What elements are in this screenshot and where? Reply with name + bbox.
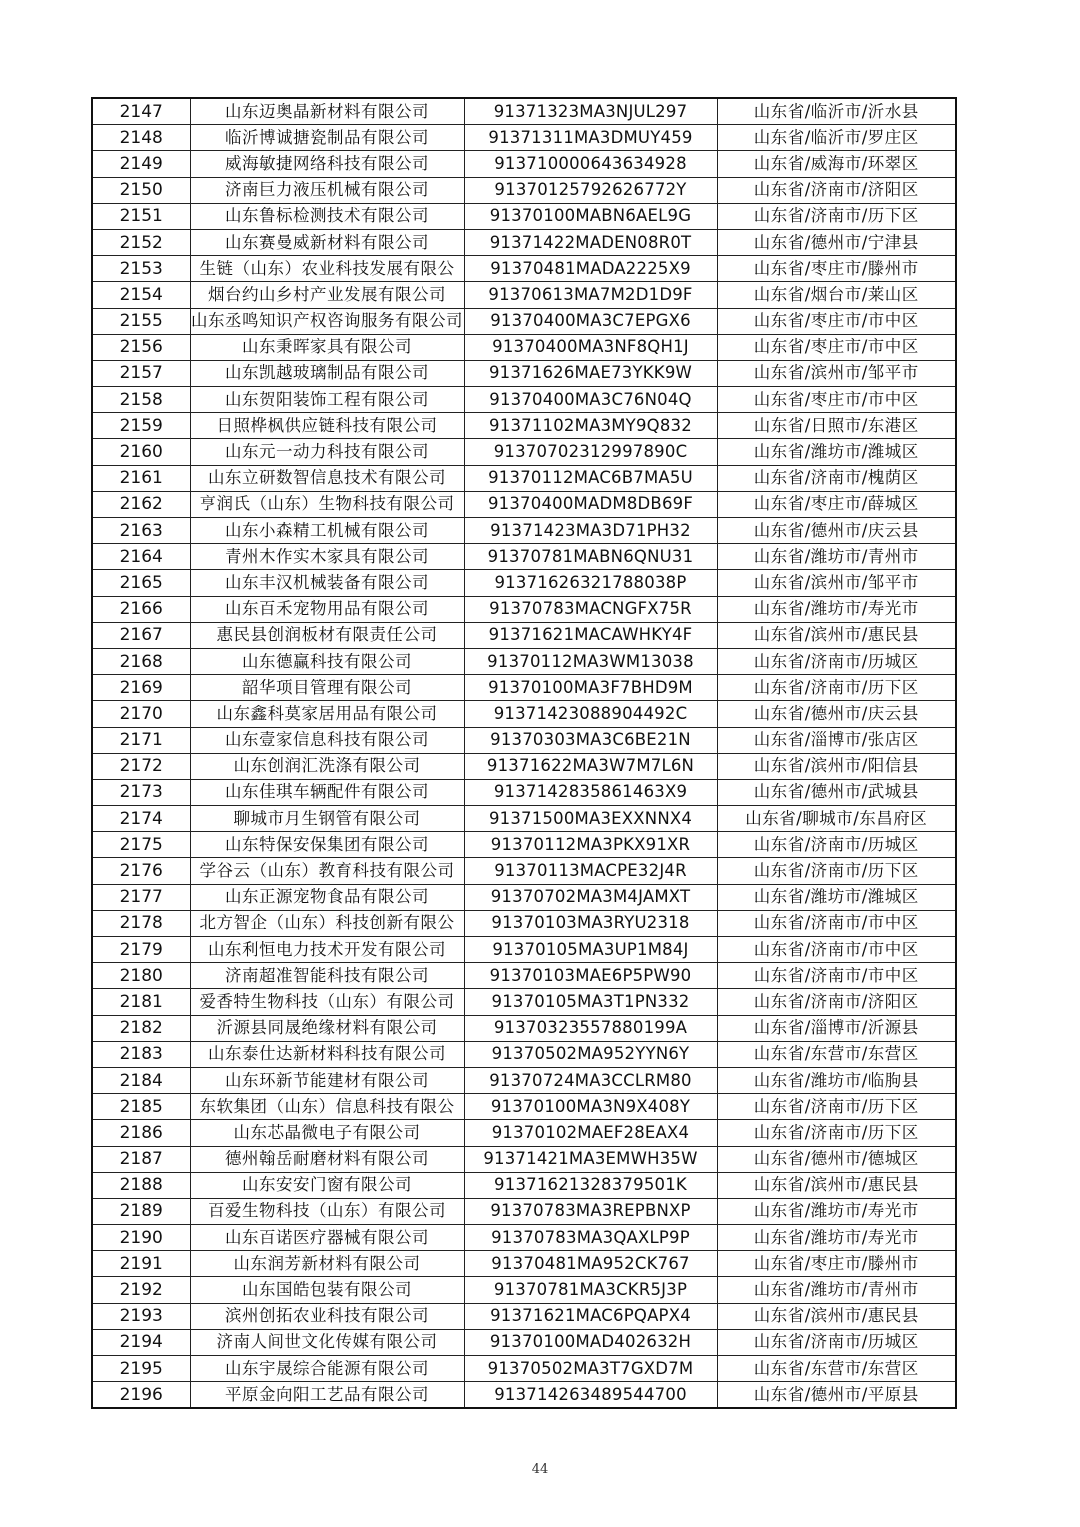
row-number-cell: 2156	[92, 334, 190, 360]
row-number-cell: 2155	[92, 308, 190, 334]
region-cell: 山东省/潍坊市/寿光市	[717, 596, 956, 622]
row-number-cell: 2153	[92, 256, 190, 282]
table-row	[92, 544, 956, 570]
table-row	[92, 1041, 956, 1067]
region-cell: 山东省/潍坊市/寿光市	[717, 1198, 956, 1224]
region-cell: 山东省/济南市/市中区	[717, 937, 956, 963]
credit-code-cell: 91370481MADA2225X9	[464, 256, 717, 282]
credit-code-cell: 91370783MA3QAXLP9P	[464, 1225, 717, 1251]
credit-code-cell: 91370400MA3NF8QH1J	[464, 334, 717, 360]
region-cell: 山东省/潍坊市/寿光市	[717, 1225, 956, 1251]
company-name-cell: 山东德赢科技有限公司	[190, 648, 464, 674]
company-name-cell: 山东正源宠物食品有限公司	[190, 884, 464, 910]
company-name-cell: 山东赛曼威新材料有限公司	[190, 229, 464, 255]
row-number-cell: 2160	[92, 439, 190, 465]
table-row	[92, 1198, 956, 1224]
table-row	[92, 701, 956, 727]
company-name-cell: 日照桦枫供应链科技有限公司	[190, 413, 464, 439]
table-row	[92, 1277, 956, 1303]
page-number: 44	[531, 1462, 549, 1477]
region-cell: 山东省/德州市/宁津县	[717, 229, 956, 255]
region-cell: 山东省/淄博市/张店区	[717, 727, 956, 753]
credit-code-cell: 91371311MA3DMUY459	[464, 125, 717, 151]
table-row	[92, 387, 956, 413]
credit-code-cell: 91370102MAEF28EAX4	[464, 1120, 717, 1146]
company-name-cell: 爱香特生物科技（山东）有限公司	[190, 989, 464, 1015]
region-cell: 山东省/滨州市/惠民县	[717, 1303, 956, 1329]
credit-code-cell: 91370400MA3C7EPGX6	[464, 308, 717, 334]
region-cell: 山东省/济南市/槐荫区	[717, 465, 956, 491]
region-cell: 山东省/德州市/平原县	[717, 1382, 956, 1409]
row-number-cell: 2149	[92, 151, 190, 177]
region-cell: 山东省/烟台市/莱山区	[717, 282, 956, 308]
table-row	[92, 884, 956, 910]
credit-code-cell: 91370323557880199A	[464, 1015, 717, 1041]
row-number-cell: 2187	[92, 1146, 190, 1172]
credit-code-cell: 91370105MA3UP1M84J	[464, 937, 717, 963]
company-name-cell: 山东凯越玻璃制品有限公司	[190, 360, 464, 386]
credit-code-cell: 91371621328379501K	[464, 1172, 717, 1198]
company-name-cell: 济南巨力液压机械有限公司	[190, 177, 464, 203]
table-row	[92, 256, 956, 282]
credit-code-cell: 91371626MAE73YKK9W	[464, 360, 717, 386]
row-number-cell: 2195	[92, 1356, 190, 1382]
region-cell: 山东省/东营市/东营区	[717, 1356, 956, 1382]
row-number-cell: 2177	[92, 884, 190, 910]
credit-code-cell: 91370724MA3CCLRM80	[464, 1067, 717, 1093]
credit-code-cell: 9137142835861463X9	[464, 779, 717, 805]
company-name-cell: 威海敏捷网络科技有限公司	[190, 151, 464, 177]
table-row	[92, 229, 956, 255]
company-name-cell: 山东丞鸣知识产权咨询服务有限公司	[190, 308, 464, 334]
region-cell: 山东省/济南市/市中区	[717, 910, 956, 936]
company-name-cell: 滨州创拓农业科技有限公司	[190, 1303, 464, 1329]
region-cell: 山东省/潍坊市/潍城区	[717, 439, 956, 465]
table-row	[92, 413, 956, 439]
credit-code-cell: 91370481MA952CK767	[464, 1251, 717, 1277]
table-row	[92, 963, 956, 989]
region-cell: 山东省/枣庄市/薛城区	[717, 491, 956, 517]
credit-code-cell: 91371423088904492C	[464, 701, 717, 727]
table-row	[92, 910, 956, 936]
company-name-cell: 百爱生物科技（山东）有限公司	[190, 1198, 464, 1224]
company-name-cell: 聊城市月生钢管有限公司	[190, 806, 464, 832]
region-cell: 山东省/济南市/历下区	[717, 1120, 956, 1146]
credit-code-cell: 91370112MAC6B7MA5U	[464, 465, 717, 491]
credit-code-cell: 91370100MA3F7BHD9M	[464, 675, 717, 701]
company-name-cell: 临沂博诚搪瓷制品有限公司	[190, 125, 464, 151]
region-cell: 山东省/临沂市/罗庄区	[717, 125, 956, 151]
row-number-cell: 2173	[92, 779, 190, 805]
region-cell: 山东省/济南市/历下区	[717, 858, 956, 884]
row-number-cell: 2180	[92, 963, 190, 989]
company-name-cell: 山东迈奥晶新材料有限公司	[190, 98, 464, 125]
row-number-cell: 2167	[92, 622, 190, 648]
region-cell: 山东省/济南市/历下区	[717, 1094, 956, 1120]
table-row	[92, 858, 956, 884]
credit-code-cell: 91370103MAE6P5PW90	[464, 963, 717, 989]
company-name-cell: 惠民县创润板材有限责任公司	[190, 622, 464, 648]
region-cell: 山东省/潍坊市/潍城区	[717, 884, 956, 910]
region-cell: 山东省/滨州市/阳信县	[717, 753, 956, 779]
company-name-cell: 亨润氏（山东）生物科技有限公司	[190, 491, 464, 517]
region-cell: 山东省/潍坊市/青州市	[717, 544, 956, 570]
region-cell: 山东省/聊城市/东昌府区	[717, 806, 956, 832]
company-name-cell: 山东百诺医疗器械有限公司	[190, 1225, 464, 1251]
company-name-cell: 山东国皓包装有限公司	[190, 1277, 464, 1303]
row-number-cell: 2193	[92, 1303, 190, 1329]
company-name-cell: 生链（山东）农业科技发展有限公	[190, 256, 464, 282]
table-row	[92, 1329, 956, 1355]
row-number-cell: 2178	[92, 910, 190, 936]
row-number-cell: 2157	[92, 360, 190, 386]
table-row	[92, 1251, 956, 1277]
credit-code-cell: 91370502MA3T7GXD7M	[464, 1356, 717, 1382]
row-number-cell: 2169	[92, 675, 190, 701]
row-number-cell: 2171	[92, 727, 190, 753]
credit-code-cell: 91370100MAD402632H	[464, 1329, 717, 1355]
credit-code-cell: 91371500MA3EXXNNX4	[464, 806, 717, 832]
table-row	[92, 203, 956, 229]
region-cell: 山东省/东营市/东营区	[717, 1041, 956, 1067]
row-number-cell: 2161	[92, 465, 190, 491]
table-row	[92, 596, 956, 622]
table-row	[92, 308, 956, 334]
credit-code-cell: 91370100MA3N9X408Y	[464, 1094, 717, 1120]
credit-code-cell: 913714263489544700	[464, 1382, 717, 1409]
region-cell: 山东省/枣庄市/滕州市	[717, 256, 956, 282]
table-row	[92, 1303, 956, 1329]
credit-code-cell: 91370781MABN6QNU31	[464, 544, 717, 570]
table-row	[92, 806, 956, 832]
row-number-cell: 2174	[92, 806, 190, 832]
table-row	[92, 360, 956, 386]
region-cell: 山东省/济南市/济阳区	[717, 989, 956, 1015]
table-row	[92, 1172, 956, 1198]
company-name-cell: 山东鲁标检测技术有限公司	[190, 203, 464, 229]
company-name-cell: 北方智企（山东）科技创新有限公	[190, 910, 464, 936]
table-row	[92, 1146, 956, 1172]
row-number-cell: 2150	[92, 177, 190, 203]
row-number-cell: 2172	[92, 753, 190, 779]
company-name-cell: 山东宇晟综合能源有限公司	[190, 1356, 464, 1382]
row-number-cell: 2165	[92, 570, 190, 596]
row-number-cell: 2190	[92, 1225, 190, 1251]
credit-code-cell: 91370613MA7M2D1D9F	[464, 282, 717, 308]
company-name-cell: 烟台约山乡村产业发展有限公司	[190, 282, 464, 308]
credit-code-cell: 91370113MACPE32J4R	[464, 858, 717, 884]
row-number-cell: 2194	[92, 1329, 190, 1355]
row-number-cell: 2162	[92, 491, 190, 517]
table-row	[92, 334, 956, 360]
table-row	[92, 989, 956, 1015]
table-row	[92, 753, 956, 779]
company-name-cell: 山东环新节能建材有限公司	[190, 1067, 464, 1093]
region-cell: 山东省/临沂市/沂水县	[717, 98, 956, 125]
company-name-cell: 山东壹家信息科技有限公司	[190, 727, 464, 753]
credit-code-cell: 91370112MA3PKX91XR	[464, 832, 717, 858]
credit-code-cell: 91371422MADEN08R0T	[464, 229, 717, 255]
region-cell: 山东省/威海市/环翠区	[717, 151, 956, 177]
region-cell: 山东省/济南市/历下区	[717, 203, 956, 229]
row-number-cell: 2182	[92, 1015, 190, 1041]
row-number-cell: 2181	[92, 989, 190, 1015]
company-name-cell: 学谷云（山东）教育科技有限公司	[190, 858, 464, 884]
table-row	[92, 570, 956, 596]
row-number-cell: 2191	[92, 1251, 190, 1277]
credit-code-cell: 91370100MABN6AEL9G	[464, 203, 717, 229]
row-number-cell: 2188	[92, 1172, 190, 1198]
credit-code-cell: 91371102MA3MY9Q832	[464, 413, 717, 439]
credit-code-cell: 91370303MA3C6BE21N	[464, 727, 717, 753]
company-name-cell: 山东特保安保集团有限公司	[190, 832, 464, 858]
region-cell: 山东省/德州市/德城区	[717, 1146, 956, 1172]
table-row	[92, 491, 956, 517]
region-cell: 山东省/潍坊市/青州市	[717, 1277, 956, 1303]
region-cell: 山东省/济南市/历下区	[717, 675, 956, 701]
row-number-cell: 2166	[92, 596, 190, 622]
region-cell: 山东省/日照市/东港区	[717, 413, 956, 439]
credit-code-cell: 91371621MACAWHKY4F	[464, 622, 717, 648]
row-number-cell: 2196	[92, 1382, 190, 1409]
row-number-cell: 2154	[92, 282, 190, 308]
table-row	[92, 98, 956, 125]
company-name-cell: 山东小森精工机械有限公司	[190, 518, 464, 544]
region-cell: 山东省/枣庄市/滕州市	[717, 1251, 956, 1277]
region-cell: 山东省/济南市/历城区	[717, 832, 956, 858]
company-list-body	[92, 98, 956, 1408]
credit-code-cell: 91370105MA3T1PN332	[464, 989, 717, 1015]
credit-code-cell: 91370112MA3WM13038	[464, 648, 717, 674]
region-cell: 山东省/滨州市/惠民县	[717, 1172, 956, 1198]
row-number-cell: 2151	[92, 203, 190, 229]
credit-code-cell: 91370103MA3RYU2318	[464, 910, 717, 936]
company-name-cell: 济南超准智能科技有限公司	[190, 963, 464, 989]
credit-code-cell: 91370702MA3M4JAMXT	[464, 884, 717, 910]
row-number-cell: 2184	[92, 1067, 190, 1093]
row-number-cell: 2147	[92, 98, 190, 125]
region-cell: 山东省/济南市/市中区	[717, 963, 956, 989]
company-name-cell: 山东立研数智信息技术有限公司	[190, 465, 464, 491]
table-row	[92, 439, 956, 465]
region-cell: 山东省/滨州市/惠民县	[717, 622, 956, 648]
table-row	[92, 675, 956, 701]
table-row	[92, 518, 956, 544]
table-row	[92, 779, 956, 805]
credit-code-cell: 91371622MA3W7M7L6N	[464, 753, 717, 779]
region-cell: 山东省/济南市/历城区	[717, 1329, 956, 1355]
table-row	[92, 177, 956, 203]
table-row	[92, 1015, 956, 1041]
company-list-table	[91, 97, 957, 1409]
table-row	[92, 1382, 956, 1409]
region-cell: 山东省/德州市/庆云县	[717, 701, 956, 727]
credit-code-cell: 91371423MA3D71PH32	[464, 518, 717, 544]
table-row	[92, 1067, 956, 1093]
company-name-cell: 平原金向阳工艺品有限公司	[190, 1382, 464, 1409]
company-name-cell: 山东鑫科莫家居用品有限公司	[190, 701, 464, 727]
credit-code-cell: 91370502MA952YYN6Y	[464, 1041, 717, 1067]
row-number-cell: 2186	[92, 1120, 190, 1146]
region-cell: 山东省/德州市/庆云县	[717, 518, 956, 544]
table-row	[92, 1094, 956, 1120]
region-cell: 山东省/滨州市/邹平市	[717, 570, 956, 596]
company-name-cell: 山东元一动力科技有限公司	[190, 439, 464, 465]
table-row	[92, 151, 956, 177]
credit-code-cell: 91371626321788038P	[464, 570, 717, 596]
row-number-cell: 2152	[92, 229, 190, 255]
row-number-cell: 2185	[92, 1094, 190, 1120]
region-cell: 山东省/枣庄市/市中区	[717, 387, 956, 413]
company-name-cell: 沂源县同晟绝缘材料有限公司	[190, 1015, 464, 1041]
company-name-cell: 青州木作实木家具有限公司	[190, 544, 464, 570]
company-name-cell: 德州翰岳耐磨材料有限公司	[190, 1146, 464, 1172]
company-name-cell: 山东利恒电力技术开发有限公司	[190, 937, 464, 963]
table-row	[92, 622, 956, 648]
company-name-cell: 山东泰仕达新材料科技有限公司	[190, 1041, 464, 1067]
company-name-cell: 山东百禾宠物用品有限公司	[190, 596, 464, 622]
row-number-cell: 2158	[92, 387, 190, 413]
row-number-cell: 2163	[92, 518, 190, 544]
credit-code-cell: 91370783MA3REPBNXP	[464, 1198, 717, 1224]
credit-code-cell: 91370702312997890C	[464, 439, 717, 465]
table-row	[92, 1356, 956, 1382]
table-row	[92, 465, 956, 491]
company-name-cell: 山东安安门窗有限公司	[190, 1172, 464, 1198]
row-number-cell: 2164	[92, 544, 190, 570]
region-cell: 山东省/济南市/历城区	[717, 648, 956, 674]
row-number-cell: 2192	[92, 1277, 190, 1303]
row-number-cell: 2176	[92, 858, 190, 884]
row-number-cell: 2148	[92, 125, 190, 151]
row-number-cell: 2179	[92, 937, 190, 963]
table-row	[92, 125, 956, 151]
company-name-cell: 山东丰汉机械装备有限公司	[190, 570, 464, 596]
row-number-cell: 2159	[92, 413, 190, 439]
region-cell: 山东省/滨州市/邹平市	[717, 360, 956, 386]
region-cell: 山东省/德州市/武城县	[717, 779, 956, 805]
table-row	[92, 648, 956, 674]
row-number-cell: 2183	[92, 1041, 190, 1067]
table-row	[92, 1225, 956, 1251]
company-name-cell: 济南人间世文化传媒有限公司	[190, 1329, 464, 1355]
company-name-cell: 山东创润汇洗涤有限公司	[190, 753, 464, 779]
company-name-cell: 山东润芳新材料有限公司	[190, 1251, 464, 1277]
company-name-cell: 山东佳琪车辆配件有限公司	[190, 779, 464, 805]
credit-code-cell: 91370400MA3C76N04Q	[464, 387, 717, 413]
region-cell: 山东省/枣庄市/市中区	[717, 308, 956, 334]
credit-code-cell: 91371323MA3NJUL297	[464, 98, 717, 125]
region-cell: 山东省/淄博市/沂源县	[717, 1015, 956, 1041]
credit-code-cell: 913710000643634928	[464, 151, 717, 177]
credit-code-cell: 91370400MADM8DB69F	[464, 491, 717, 517]
table-row	[92, 282, 956, 308]
table-row	[92, 832, 956, 858]
credit-code-cell: 91371621MAC6PQAPX4	[464, 1303, 717, 1329]
credit-code-cell: 91371421MA3EMWH35W	[464, 1146, 717, 1172]
table-row	[92, 937, 956, 963]
company-name-cell: 山东贺阳装饰工程有限公司	[190, 387, 464, 413]
region-cell: 山东省/济南市/济阳区	[717, 177, 956, 203]
credit-code-cell: 91370783MACNGFX75R	[464, 596, 717, 622]
region-cell: 山东省/潍坊市/临朐县	[717, 1067, 956, 1093]
region-cell: 山东省/枣庄市/市中区	[717, 334, 956, 360]
company-name-cell: 山东芯晶微电子有限公司	[190, 1120, 464, 1146]
table-row	[92, 727, 956, 753]
company-name-cell: 东软集团（山东）信息科技有限公	[190, 1094, 464, 1120]
row-number-cell: 2189	[92, 1198, 190, 1224]
table-row	[92, 1120, 956, 1146]
row-number-cell: 2170	[92, 701, 190, 727]
credit-code-cell: 91370125792626772Y	[464, 177, 717, 203]
company-name-cell: 韶华项目管理有限公司	[190, 675, 464, 701]
row-number-cell: 2175	[92, 832, 190, 858]
company-name-cell: 山东秉晖家具有限公司	[190, 334, 464, 360]
credit-code-cell: 91370781MA3CKR5J3P	[464, 1277, 717, 1303]
row-number-cell: 2168	[92, 648, 190, 674]
